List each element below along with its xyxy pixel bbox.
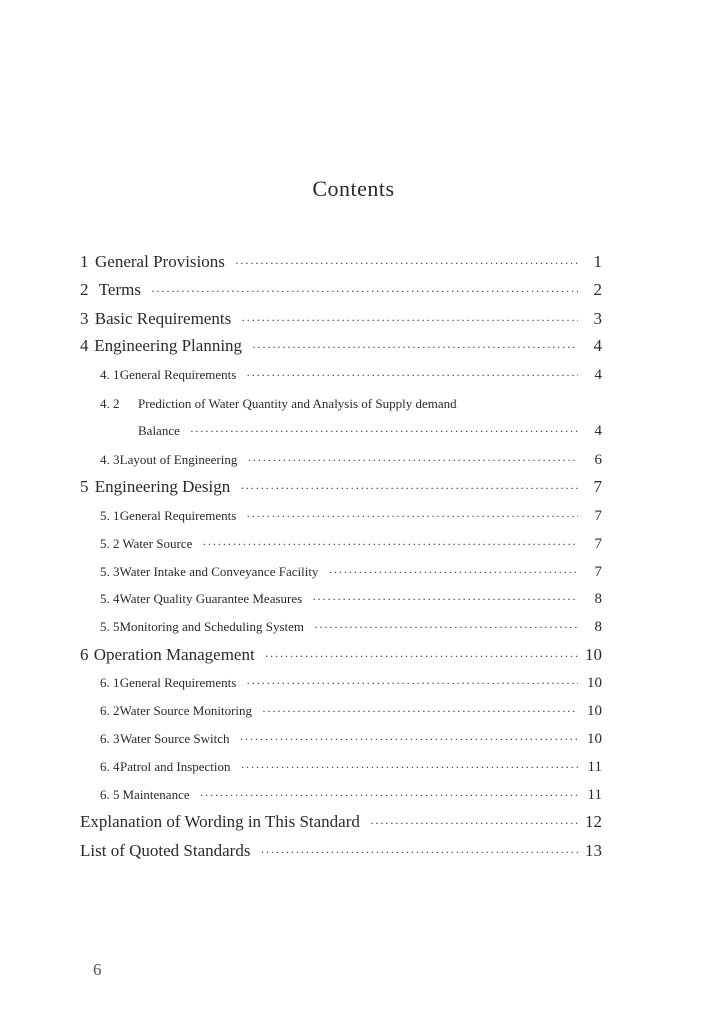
page-number: 3 (593, 309, 602, 328)
page-number: 4 (593, 336, 602, 355)
page-number: 7 (594, 536, 602, 552)
section-number: 1 (80, 252, 89, 271)
dot-leader (370, 816, 578, 831)
subsection-title: General Requirements (119, 675, 237, 690)
section-number: 4 (80, 336, 89, 355)
dot-leader (312, 592, 578, 607)
dot-leader (265, 649, 578, 664)
subsection-number: 5. 1 (100, 508, 120, 523)
subsection-number: 6. 3 (100, 731, 120, 746)
page-number: 6 (594, 452, 602, 468)
section-title: Terms (98, 280, 141, 299)
page-number: 4 (594, 423, 602, 439)
toc-entry-4-2-continuation[interactable] (138, 423, 602, 440)
subsection-number: 5. 5 (100, 619, 120, 634)
toc-entry-5-4-water-quality[interactable] (100, 591, 602, 608)
toc-entry-5-2-water-source[interactable] (100, 536, 602, 553)
toc-entry-5-5-monitoring[interactable] (100, 619, 602, 636)
section-number: 5 (80, 477, 89, 496)
toc-entry-6-5-maintenance[interactable] (100, 787, 602, 804)
toc-entry-general-provisions[interactable] (80, 252, 602, 272)
dot-leader (246, 676, 578, 691)
toc-entry-5-1-general-requirements[interactable] (100, 508, 602, 525)
toc-entry-terms[interactable] (80, 280, 602, 300)
toc-entry-6-4-patrol-inspection[interactable] (100, 759, 602, 776)
subsection-number: 4. 2 (100, 396, 120, 411)
section-title: Basic Requirements (94, 309, 232, 328)
dot-leader (240, 732, 578, 747)
toc-entry-4-1-general-requirements[interactable] (100, 367, 602, 384)
dot-leader (314, 620, 578, 635)
page-number: 10 (587, 731, 602, 747)
dot-leader (241, 760, 578, 775)
subsection-number: 6. 1 (100, 675, 120, 690)
page-number: 10 (587, 675, 602, 691)
section-title: List of Quoted Standards (80, 841, 251, 860)
subsection-number: 5. 2 (100, 536, 120, 551)
dot-leader (190, 424, 578, 439)
page-number: 1 (593, 252, 602, 271)
page-number: 12 (585, 812, 602, 831)
page-number: 10 (585, 645, 602, 664)
toc-entry-4-2-prediction[interactable] (100, 396, 602, 412)
toc-entry-6-2-water-source-monitoring[interactable] (100, 703, 602, 720)
dot-leader (246, 368, 578, 383)
section-title: Explanation of Wording in This Standard (80, 812, 360, 831)
page-number: 2 (593, 280, 602, 299)
dot-leader (240, 481, 578, 496)
footer-page-number: 6 (93, 960, 102, 979)
toc-entry-6-3-water-source-switch[interactable] (100, 731, 602, 748)
subsection-title: Monitoring and Scheduling System (119, 619, 305, 634)
dot-leader (202, 537, 578, 552)
subsection-title: Water Quality Guarantee Measures (119, 591, 303, 606)
page-title: Contents (312, 176, 395, 201)
subsection-title: Water Source Switch (120, 731, 230, 746)
dot-leader (246, 509, 578, 524)
toc-entry-4-3-layout-of-engineering[interactable] (100, 452, 602, 469)
toc-entry-list-of-quoted-standards[interactable] (80, 841, 602, 861)
subsection-number: 5. 3 (100, 564, 120, 579)
subsection-title: Layout of Engineering (119, 452, 238, 467)
dot-leader (260, 845, 578, 860)
dot-leader (328, 565, 578, 580)
subsection-number: 6. 4 (100, 759, 120, 774)
page-number: 7 (594, 564, 602, 580)
section-title: Engineering Design (94, 477, 231, 496)
subsection-title: Maintenance (122, 787, 190, 802)
subsection-title: Patrol and Inspection (120, 759, 231, 774)
dot-leader (252, 340, 578, 355)
toc-entry-6-1-general-requirements[interactable] (100, 675, 602, 692)
toc-entry-basic-requirements[interactable] (80, 309, 602, 329)
toc-entry-5-3-water-intake[interactable] (100, 564, 602, 581)
subsection-number: 4. 3 (100, 452, 120, 467)
dot-leader (200, 788, 578, 803)
section-number: 2 (80, 280, 89, 299)
subsection-title: Water Source Monitoring (119, 703, 253, 718)
page-number: 13 (585, 841, 602, 860)
dot-leader (241, 313, 578, 328)
section-title: General Provisions (95, 252, 225, 271)
page-number: 4 (594, 367, 602, 383)
subsection-number: 5. 4 (100, 591, 120, 606)
dot-leader (262, 704, 578, 719)
toc-entry-engineering-planning[interactable] (80, 336, 602, 356)
section-number: 3 (80, 309, 89, 328)
page-number: 10 (587, 703, 602, 719)
dot-leader (247, 453, 578, 468)
section-number: 6 (80, 645, 89, 664)
section-title: Engineering Planning (94, 336, 243, 355)
section-title: Operation Management (93, 645, 255, 664)
toc-entry-explanation-of-wording[interactable] (80, 812, 602, 832)
page-number: 7 (594, 508, 602, 524)
toc-entry-engineering-design[interactable] (80, 477, 602, 497)
page-number: 8 (594, 591, 602, 607)
subsection-title: General Requirements (119, 367, 237, 382)
dot-leader (235, 256, 578, 271)
subsection-number: 6. 2 (100, 703, 120, 718)
page-number: 7 (593, 477, 602, 496)
page-number: 11 (587, 787, 602, 803)
subsection-title: General Requirements (119, 508, 237, 523)
toc-entry-operation-management[interactable] (80, 645, 602, 665)
subsection-number: 4. 1 (100, 367, 120, 382)
subsection-title: Water Source (122, 536, 193, 551)
subsection-title: Prediction of Water Quantity and Analysis of Supply demand (138, 396, 457, 411)
subsection-title: Water Intake and Conveyance Facility (119, 564, 319, 579)
subsection-title-continuation: Balance (138, 423, 180, 438)
page-number: 8 (594, 619, 602, 635)
page-number: 11 (587, 759, 602, 775)
subsection-number: 6. 5 (100, 787, 120, 802)
dot-leader (151, 284, 578, 299)
